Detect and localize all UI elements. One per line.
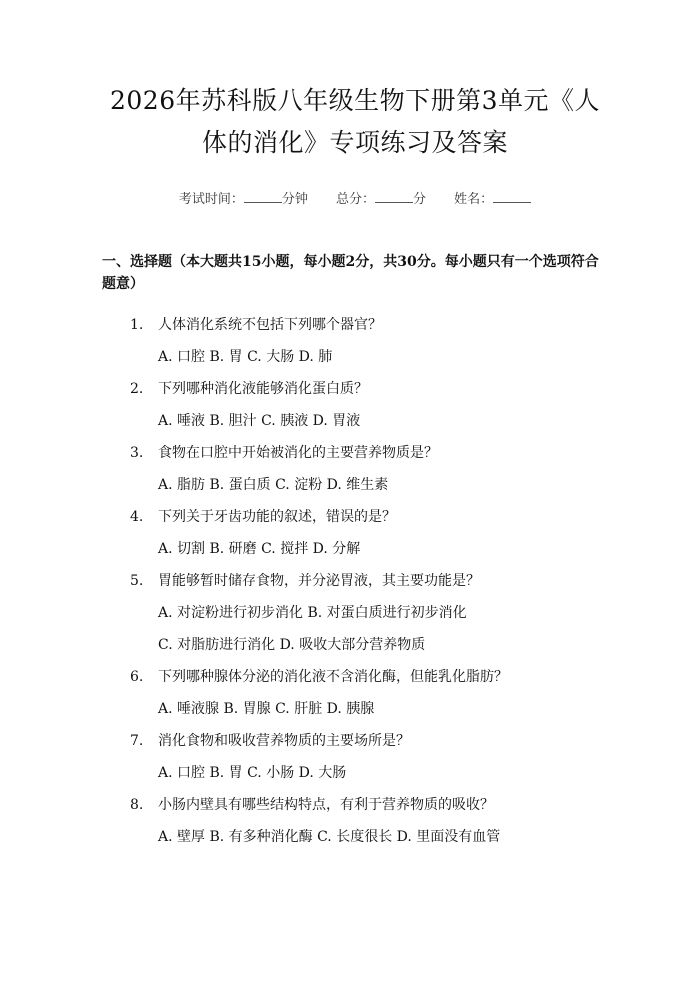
exam-info-line bbox=[102, 188, 608, 207]
question-text: 人体消化系统不包括下列哪个器官？ bbox=[158, 317, 382, 333]
question-item bbox=[130, 501, 608, 565]
question-options: A. 唾液 B. 胆汁 C. 胰液 D. 胃液 bbox=[158, 413, 361, 429]
question-options: A. 壁厚 B. 有多种消化酶 C. 长度很长 D. 里面没有血管 bbox=[158, 829, 501, 845]
question-text: 食物在口腔中开始被消化的主要营养物质是？ bbox=[158, 445, 438, 461]
question-stem bbox=[130, 309, 608, 341]
question-stem bbox=[130, 661, 608, 693]
document-title bbox=[102, 80, 608, 164]
question-options: A. 口腔 B. 胃 C. 大肠 D. 肺 bbox=[158, 349, 333, 365]
question-number: 4. bbox=[130, 509, 144, 525]
question-item bbox=[130, 309, 608, 373]
title-line-1: 2026年苏科版八年级生物下册第3单元《人 bbox=[109, 86, 601, 115]
question-options: A. 唾液腺 B. 胃腺 C. 肝脏 D. 胰腺 bbox=[158, 701, 375, 717]
question-item bbox=[130, 565, 608, 661]
question-text: 小肠内壁具有哪些结构特点，有利于营养物质的吸收？ bbox=[158, 797, 494, 813]
title-line-2: 体的消化》专项练习及答案 bbox=[201, 128, 508, 157]
exam-time bbox=[179, 192, 312, 207]
question-options: A. 口腔 B. 胃 C. 小肠 D. 大肠 bbox=[158, 765, 347, 781]
question-options: A. 脂肪 B. 蛋白质 C. 淀粉 D. 维生素 bbox=[158, 477, 389, 493]
question-number: 5. bbox=[130, 573, 144, 589]
question-stem bbox=[130, 437, 608, 469]
question-stem bbox=[130, 725, 608, 757]
question-number: 8. bbox=[130, 797, 144, 813]
question-item bbox=[130, 661, 608, 725]
score-label: 总分： bbox=[335, 192, 375, 207]
section-heading: 一、选择题（本大题共15小题，每小题2分，共30分。每小题只有一个选项符合题意） bbox=[102, 254, 599, 292]
question-number: 7. bbox=[130, 733, 144, 749]
question-stem bbox=[130, 789, 608, 821]
question-item bbox=[130, 725, 608, 789]
question-stem bbox=[130, 501, 608, 533]
time-unit: 分钟 bbox=[281, 192, 308, 207]
time-blank[interactable] bbox=[244, 190, 282, 203]
name-blank[interactable] bbox=[493, 190, 531, 203]
question-options: C. 对脂肪进行消化 D. 吸收大部分营养物质 bbox=[158, 637, 426, 653]
question-number: 2. bbox=[130, 381, 144, 397]
question-text: 胃能够暂时储存食物，并分泌胃液，其主要功能是？ bbox=[158, 573, 480, 589]
score-unit: 分 bbox=[413, 192, 427, 207]
question-stem bbox=[130, 565, 608, 597]
score-blank[interactable] bbox=[375, 190, 413, 203]
question-number: 6. bbox=[130, 669, 144, 685]
question-options: A. 对淀粉进行初步消化 B. 对蛋白质进行初步消化 bbox=[158, 605, 467, 621]
student-name bbox=[454, 192, 531, 207]
question-item bbox=[130, 373, 608, 437]
question-number: 3. bbox=[130, 445, 144, 461]
total-score bbox=[336, 192, 430, 207]
question-text: 下列关于牙齿功能的叙述，错误的是？ bbox=[158, 509, 396, 525]
time-label: 考试时间： bbox=[178, 192, 244, 207]
question-text: 下列哪种腺体分泌的消化液不含消化酶，但能乳化脂肪？ bbox=[158, 669, 508, 685]
name-label: 姓名： bbox=[454, 192, 494, 207]
question-item bbox=[130, 437, 608, 501]
question-item bbox=[130, 789, 608, 853]
question-text: 消化食物和吸收营养物质的主要场所是？ bbox=[158, 733, 410, 749]
question-list bbox=[102, 309, 608, 853]
document-page bbox=[0, 80, 700, 985]
question-number: 1. bbox=[130, 317, 144, 333]
question-options: A. 切割 B. 研磨 C. 搅拌 D. 分解 bbox=[158, 541, 361, 557]
question-stem bbox=[130, 373, 608, 405]
question-text: 下列哪种消化液能够消化蛋白质？ bbox=[158, 381, 368, 397]
